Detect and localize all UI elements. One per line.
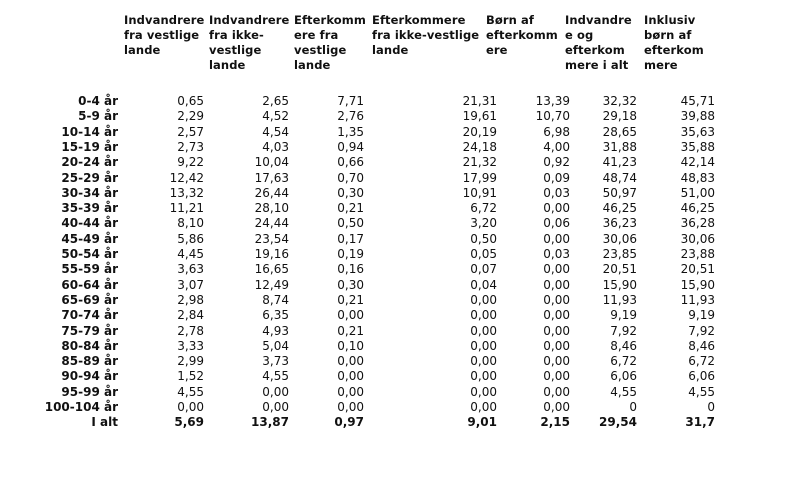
- table-row: [0, 125, 799, 140]
- table-cell: 4,55: [177, 384, 204, 399]
- table-cell: 46,25: [602, 201, 637, 216]
- table-row: [0, 385, 799, 400]
- table-cell: 0,00: [470, 354, 497, 369]
- table-cell: 3,33: [177, 338, 204, 353]
- table-cell: 45,71: [680, 94, 715, 108]
- table-cell: 0,00: [470, 384, 497, 399]
- table-cell: 6,98: [543, 124, 570, 139]
- table-cell: 39,88: [680, 109, 715, 124]
- column-header: [644, 13, 704, 73]
- table-cell: 42,14: [680, 155, 715, 170]
- table-cell: 16,65: [254, 262, 289, 277]
- column-header-line: efterkom: [644, 43, 704, 57]
- row-label: 15-19 år: [61, 139, 118, 154]
- table-cell: 17,99: [462, 170, 497, 185]
- table-cell: 10,04: [254, 155, 289, 170]
- table-cell: 3,73: [262, 354, 289, 369]
- table-cell: 4,55: [262, 369, 289, 384]
- column-header-line: mere: [644, 58, 678, 72]
- row-label: 40-44 år: [61, 216, 118, 231]
- table-cell: 4,55: [688, 384, 715, 399]
- table-row: [0, 400, 799, 415]
- table-row: [0, 354, 799, 369]
- row-label: 30-34 år: [61, 185, 118, 200]
- table-row: [0, 324, 799, 339]
- table-cell: 19,61: [462, 109, 497, 124]
- column-header: [209, 13, 289, 73]
- row-label: 65-69 år: [61, 292, 118, 307]
- table-cell: 35,88: [680, 139, 715, 154]
- table-cell: 2,29: [177, 109, 204, 124]
- table-cell: 0,30: [337, 185, 364, 200]
- column-header: [486, 13, 558, 58]
- table-cell: 8,10: [177, 216, 204, 231]
- table-cell: 0,00: [543, 308, 570, 323]
- column-header: [372, 13, 479, 58]
- row-label: 25-29 år: [61, 170, 118, 185]
- table-cell: 0,05: [470, 247, 497, 261]
- column-header-line: Efterkommere: [372, 13, 466, 27]
- table-cell: 4,55: [610, 384, 637, 399]
- table-cell: 4,03: [262, 139, 289, 154]
- table-cell: 0,00: [543, 338, 570, 353]
- table-row: [0, 155, 799, 170]
- column-header-line: ere: [486, 43, 508, 57]
- table-cell: 0,00: [543, 354, 570, 369]
- table-cell: 28,65: [602, 124, 637, 139]
- table-cell: 0,00: [337, 354, 364, 369]
- table-cell: 30,06: [680, 231, 715, 246]
- table-cell: 0,06: [543, 216, 570, 231]
- column-header-line: Indvandrere: [209, 13, 290, 27]
- table-cell: 0,00: [543, 262, 570, 277]
- table-row: [0, 293, 799, 308]
- table-cell: 2,15: [540, 415, 570, 430]
- column-header-line: lande: [209, 58, 246, 72]
- table-cell: 23,88: [680, 247, 715, 261]
- table-cell: 0,00: [470, 369, 497, 384]
- table-cell: 6,35: [262, 308, 289, 323]
- table-cell: 13,32: [169, 185, 204, 200]
- table-cell: 0,04: [470, 277, 497, 292]
- table-cell: 4,45: [177, 247, 204, 261]
- row-label: 85-89 år: [61, 354, 118, 369]
- table-cell: 36,28: [680, 216, 715, 231]
- table-cell: 0,70: [337, 170, 364, 185]
- table-cell: 20,51: [602, 262, 637, 277]
- row-label: 45-49 år: [61, 231, 118, 246]
- table-cell: 0,00: [543, 292, 570, 307]
- table-row: [0, 186, 799, 201]
- table-cell: 0,50: [337, 216, 364, 231]
- table-cell: 0,00: [177, 400, 204, 414]
- table-cell: 0,17: [337, 231, 364, 246]
- table-cell: 4,93: [262, 323, 289, 338]
- table-cell: 0,50: [470, 231, 497, 246]
- table-cell: 23,85: [602, 247, 637, 261]
- table-cell: 12,42: [169, 170, 204, 185]
- table-cell: 3,07: [177, 277, 204, 292]
- table-row: [0, 109, 799, 124]
- column-header-line: mere i alt: [565, 58, 629, 72]
- table-cell: 13,39: [535, 94, 570, 108]
- table-cell: 5,69: [174, 415, 204, 430]
- table-cell: 9,19: [610, 308, 637, 323]
- table-row: [0, 140, 799, 155]
- table-cell: 23,54: [254, 231, 289, 246]
- column-header-line: Inklusiv: [644, 13, 696, 27]
- table-cell: 0,19: [337, 247, 364, 261]
- column-header-line: Indvandre: [565, 13, 632, 27]
- table-cell: 6,72: [470, 201, 497, 216]
- table-cell: 7,92: [688, 323, 715, 338]
- table-cell: 0,00: [470, 323, 497, 338]
- table-cell: 0,00: [470, 292, 497, 307]
- table-cell: 2,57: [177, 124, 204, 139]
- table-row: [0, 278, 799, 293]
- column-header-line: lande: [124, 43, 161, 57]
- table-cell: 29,54: [599, 415, 637, 430]
- table-cell: 31,88: [602, 139, 637, 154]
- column-header-line: fra ikke-: [209, 28, 264, 42]
- table-cell: 2,78: [177, 323, 204, 338]
- table-cell: 0,00: [470, 308, 497, 323]
- table-cell: 0,00: [262, 384, 289, 399]
- column-header: [294, 13, 366, 73]
- table-row: [0, 232, 799, 247]
- table-cell: 0,00: [337, 384, 364, 399]
- column-header-line: lande: [294, 58, 331, 72]
- table-cell: 24,18: [462, 139, 497, 154]
- column-header-line: lande: [372, 43, 409, 57]
- table-cell: 24,44: [254, 216, 289, 231]
- column-header-line: Efterkomm: [294, 13, 366, 27]
- table-cell: 21,32: [462, 155, 497, 170]
- column-header-line: børn af: [644, 28, 692, 42]
- row-label: 35-39 år: [61, 201, 118, 216]
- table-cell: 26,44: [254, 185, 289, 200]
- table-cell: 36,23: [602, 216, 637, 231]
- table-cell: 4,52: [262, 109, 289, 124]
- table-cell: 21,31: [462, 94, 497, 108]
- table-cell: 1,52: [177, 369, 204, 384]
- table-row: [0, 201, 799, 216]
- table-cell: 10,70: [535, 109, 570, 124]
- table-cell: 0,21: [337, 323, 364, 338]
- table-cell: 7,92: [610, 323, 637, 338]
- table-cell: 5,86: [177, 231, 204, 246]
- table-cell: 0: [629, 400, 637, 414]
- table-cell: 0,65: [177, 94, 204, 108]
- table-cell: 9,19: [688, 308, 715, 323]
- table-cell: 2,98: [177, 292, 204, 307]
- table-cell: 0: [707, 400, 715, 414]
- table-row: [0, 247, 799, 262]
- column-header-line: vestlige: [294, 43, 347, 57]
- table-cell: 0,00: [337, 369, 364, 384]
- table-cell: 0,07: [470, 262, 497, 277]
- table-cell: 0,10: [337, 338, 364, 353]
- column-header-line: Indvandrere: [124, 13, 205, 27]
- row-label: 60-64 år: [61, 277, 118, 292]
- column-header-line: vestlige: [209, 43, 262, 57]
- table-cell: 15,90: [602, 277, 637, 292]
- row-label: 20-24 år: [61, 155, 118, 170]
- table-cell: 0,66: [337, 155, 364, 170]
- table-cell: 51,00: [680, 185, 715, 200]
- row-label: 50-54 år: [61, 247, 118, 261]
- row-label: 80-84 år: [61, 338, 118, 353]
- column-header-line: fra vestlige: [124, 28, 200, 42]
- table-row: [0, 262, 799, 277]
- table-cell: 17,63: [254, 170, 289, 185]
- table-cell: 2,76: [337, 109, 364, 124]
- table-cell: 0,03: [543, 185, 570, 200]
- table-cell: 6,06: [688, 369, 715, 384]
- column-header-line: Børn af: [486, 13, 534, 27]
- column-header: [565, 13, 632, 73]
- table-cell: 2,73: [177, 139, 204, 154]
- table-cell: 35,63: [680, 124, 715, 139]
- table-cell: 4,00: [543, 139, 570, 154]
- table-cell: 9,22: [177, 155, 204, 170]
- table-cell: 6,72: [610, 354, 637, 369]
- table-cell: 2,65: [262, 94, 289, 108]
- table-cell: 0,09: [543, 170, 570, 185]
- row-label: 90-94 år: [61, 369, 118, 384]
- table-cell: 0,00: [543, 369, 570, 384]
- table-cell: 31,7: [685, 415, 715, 430]
- table-cell: 28,10: [254, 201, 289, 216]
- row-label: 5-9 år: [78, 109, 118, 124]
- table-cell: 0,92: [543, 155, 570, 170]
- table-cell: 0,00: [262, 400, 289, 414]
- table-cell: 0,00: [337, 400, 364, 414]
- table-cell: 0,21: [337, 292, 364, 307]
- table-cell: 0,00: [543, 201, 570, 216]
- table-cell: 5,04: [262, 338, 289, 353]
- row-label: 100-104 år: [44, 400, 118, 414]
- table-cell: 8,46: [610, 338, 637, 353]
- table-cell: 48,83: [680, 170, 715, 185]
- table-cell: 8,74: [262, 292, 289, 307]
- column-header-line: efterkomm: [486, 28, 558, 42]
- table-cell: 29,18: [602, 109, 637, 124]
- table-cell: 0,00: [543, 231, 570, 246]
- table-cell: 41,23: [602, 155, 637, 170]
- row-label: 95-99 år: [61, 384, 118, 399]
- table-cell: 7,71: [337, 94, 364, 108]
- table-cell: 0,94: [337, 139, 364, 154]
- table-cell: 3,63: [177, 262, 204, 277]
- table-cell: 9,01: [467, 415, 497, 430]
- row-label: 0-4 år: [78, 94, 118, 108]
- row-label: 70-74 år: [61, 308, 118, 323]
- table-cell: 11,21: [169, 201, 204, 216]
- table-cell: 4,54: [262, 124, 289, 139]
- table-cell: 0,03: [543, 247, 570, 261]
- table-cell: 48,74: [602, 170, 637, 185]
- table-cell: 8,46: [688, 338, 715, 353]
- table-cell: 1,35: [337, 124, 364, 139]
- table-cell: 6,72: [688, 354, 715, 369]
- table-cell: 10,91: [462, 185, 497, 200]
- row-label: 75-79 år: [61, 323, 118, 338]
- table-row: [0, 339, 799, 354]
- total-row: [0, 415, 799, 430]
- table-cell: 0,00: [337, 308, 364, 323]
- column-header-line: e og: [565, 28, 594, 42]
- table-cell: 19,16: [254, 247, 289, 261]
- table-cell: 0,00: [470, 400, 497, 414]
- table-cell: 0,97: [334, 415, 364, 430]
- table-cell: 0,30: [337, 277, 364, 292]
- table-cell: 0,00: [543, 400, 570, 414]
- table-cell: 11,93: [680, 292, 715, 307]
- table-cell: 2,84: [177, 308, 204, 323]
- table-cell: 46,25: [680, 201, 715, 216]
- table-cell: 13,87: [251, 415, 289, 430]
- table-row: [0, 171, 799, 186]
- row-label: I alt: [91, 415, 118, 430]
- column-header-line: fra ikke-vestlige: [372, 28, 480, 42]
- table-cell: 50,97: [602, 185, 637, 200]
- table-row: [0, 308, 799, 323]
- table-row: [0, 216, 799, 231]
- table-cell: 0,00: [543, 384, 570, 399]
- table-cell: 20,51: [680, 262, 715, 277]
- table-cell: 0,00: [543, 277, 570, 292]
- table-cell: 0,16: [337, 262, 364, 277]
- row-label: 10-14 år: [61, 124, 118, 139]
- table-cell: 15,90: [680, 277, 715, 292]
- table-cell: 20,19: [462, 124, 497, 139]
- table-cell: 30,06: [602, 231, 637, 246]
- table-cell: 3,20: [470, 216, 497, 231]
- table-cell: 6,06: [610, 369, 637, 384]
- table-cell: 0,00: [543, 323, 570, 338]
- table-cell: 0,21: [337, 201, 364, 216]
- table-cell: 11,93: [602, 292, 637, 307]
- table-cell: 32,32: [602, 94, 637, 108]
- column-header: [124, 13, 204, 58]
- table-cell: 12,49: [254, 277, 289, 292]
- row-label: 55-59 år: [61, 262, 118, 277]
- table-cell: 0,00: [470, 338, 497, 353]
- table-cell: 2,99: [177, 354, 204, 369]
- column-header-line: efterkom: [565, 43, 625, 57]
- table-row: [0, 94, 799, 109]
- column-header-line: ere fra: [294, 28, 339, 42]
- table-row: [0, 369, 799, 384]
